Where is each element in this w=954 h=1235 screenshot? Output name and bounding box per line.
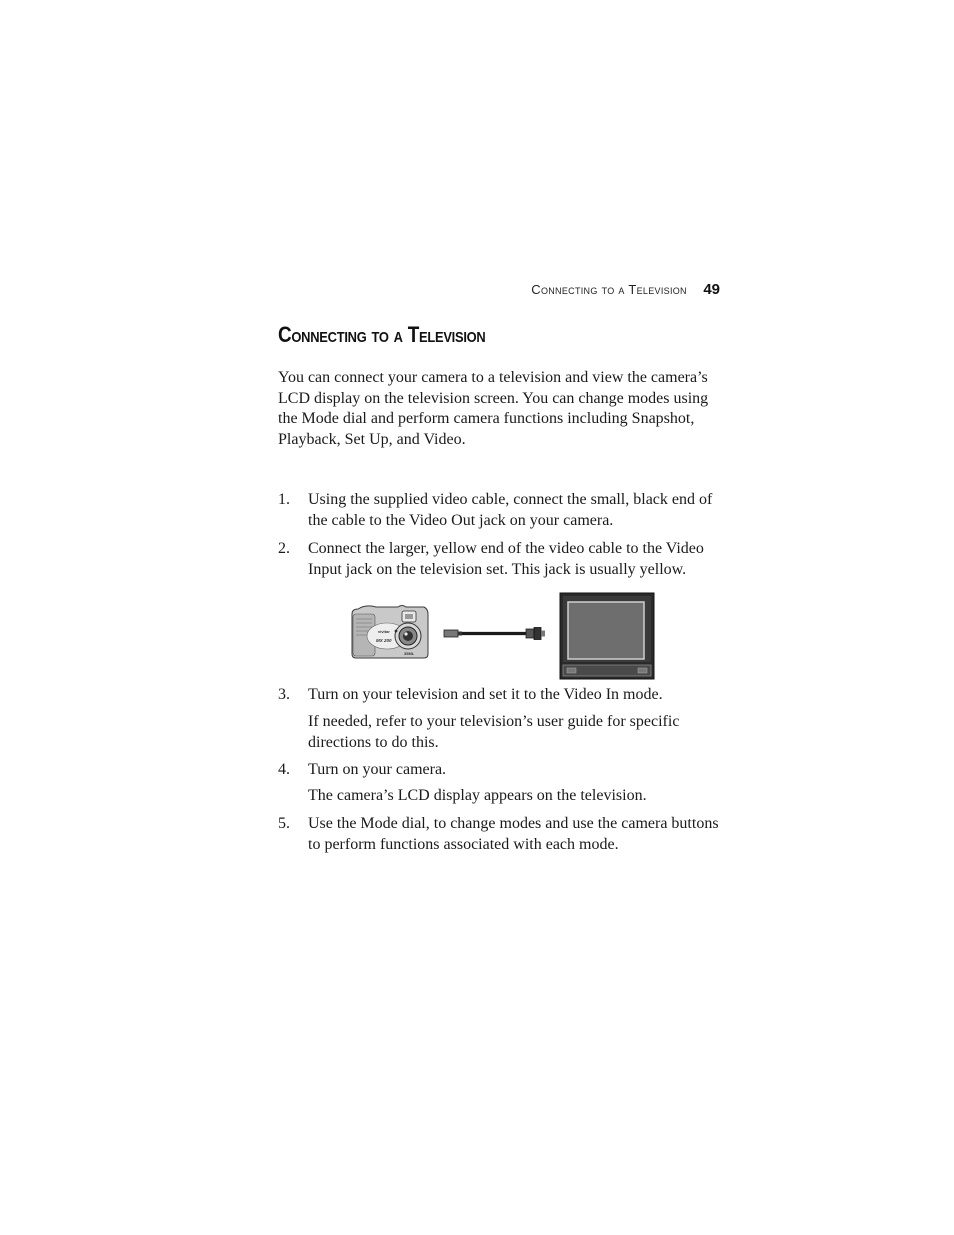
intro-paragraph: You can connect your camera to a television and view the camera’s LCD display on the television screen. You can change modes using the Mode dial and perform camera functions including Snapshot, Playback, Set Up, and Video.: [278, 369, 709, 448]
step-text: Use the Mode dial, to change modes and use the camera buttons to perform functions associated with each mode.: [308, 815, 719, 853]
camera-model: MX 200: [376, 638, 392, 643]
step-number: 1.: [278, 491, 290, 508]
list-item: [278, 490, 720, 531]
step-text: Turn on your television and set it to the Video In mode.: [308, 686, 663, 703]
camera-icon: [352, 606, 428, 659]
running-header: [430, 281, 720, 299]
list-item: [278, 760, 720, 781]
step-text: Connect the larger, yellow end of the video cable to the Video Input jack on the television set. This jack is usually yellow.: [308, 540, 704, 578]
step-number: 4.: [278, 761, 290, 778]
step-text: Using the supplied video cable, connect the small, black end of the cable to the Video Out jack on your camera.: [308, 491, 713, 529]
list-item: [278, 814, 720, 855]
step-note: The camera’s LCD display appears on the television.: [308, 787, 647, 804]
camera-tv-connection-illustration: [348, 592, 658, 682]
running-title: Connecting to a Television: [531, 282, 687, 297]
step-number: 5.: [278, 815, 290, 832]
section-title: Connecting to a Television: [278, 322, 486, 347]
step-number: 2.: [278, 540, 290, 557]
camera-brand: vivitar: [378, 629, 390, 634]
list-item: [278, 539, 720, 580]
step-number: 3.: [278, 686, 290, 703]
television-icon: [560, 593, 654, 679]
list-item: [278, 685, 720, 706]
step-note: If needed, refer to your television’s user guide for specific directions to do this.: [308, 713, 680, 751]
camera-badge: 35ML: [404, 651, 415, 656]
step-text: Turn on your camera.: [308, 761, 447, 778]
page-number: 49: [703, 281, 720, 298]
video-cable-icon: [444, 628, 545, 640]
